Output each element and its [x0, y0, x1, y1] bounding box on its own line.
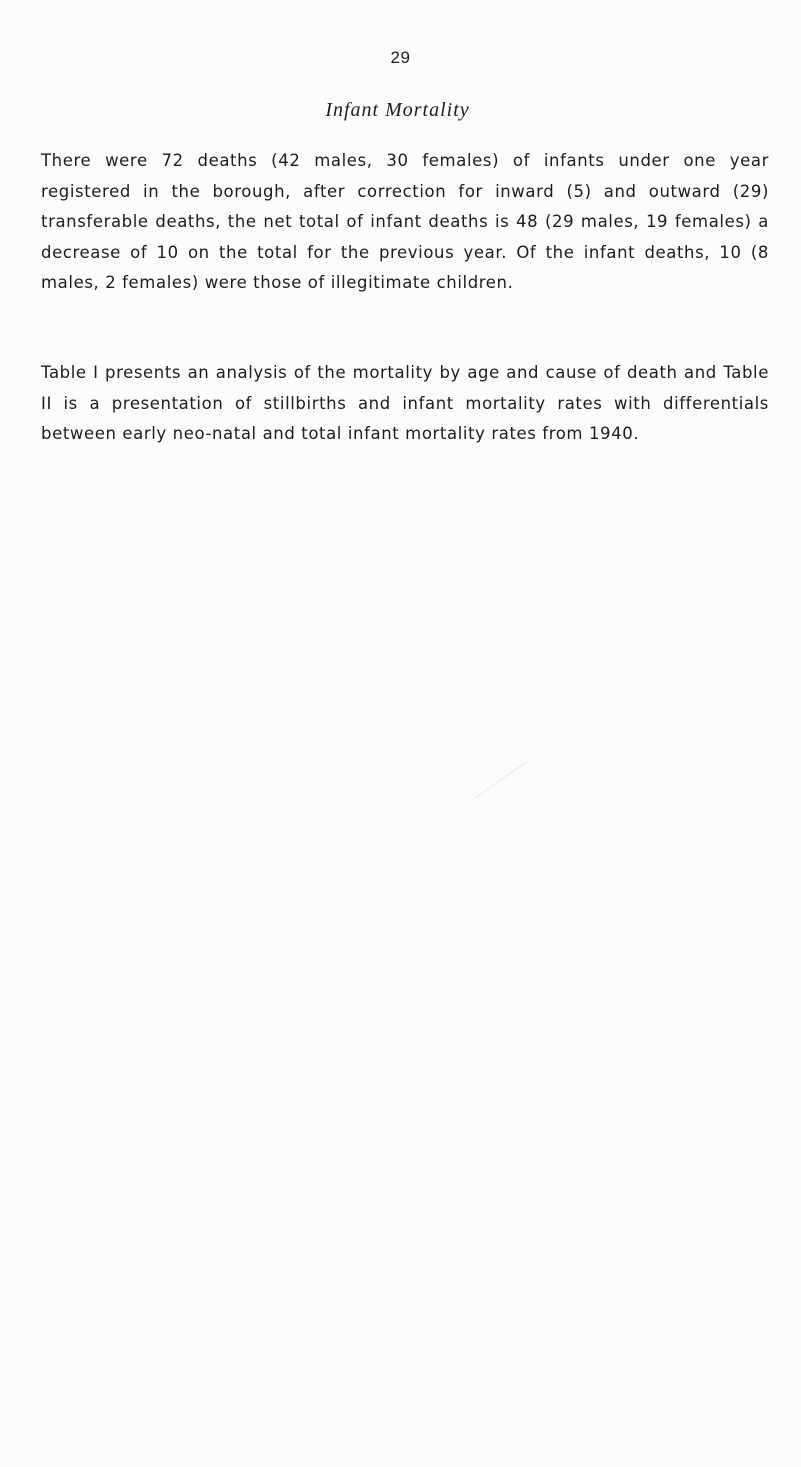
scan-artifact: [475, 763, 525, 798]
paragraph-table-analysis: Table I presents an analysis of the mortality by age and cause of death and Table II is a presentation of stillbirths and infant mortality rates with differentials between early neo-natal and total infant mortality rates from 1940.: [41, 363, 769, 443]
paragraph-infant-deaths: There were 72 deaths (42 males, 30 females) of infants under one year registered in the borough, after correction for inward (5) and outward (29) transferable deaths, the net total of infant deaths is 48 (29 males, 19 females) a decrease of 10 on the total for the previous year. Of the infant deaths, 10 (8 males, 2 females) were those of illegitimate children.: [41, 151, 769, 292]
page-number: 29: [390, 48, 411, 67]
section-heading: Infant Mortality: [325, 99, 470, 121]
